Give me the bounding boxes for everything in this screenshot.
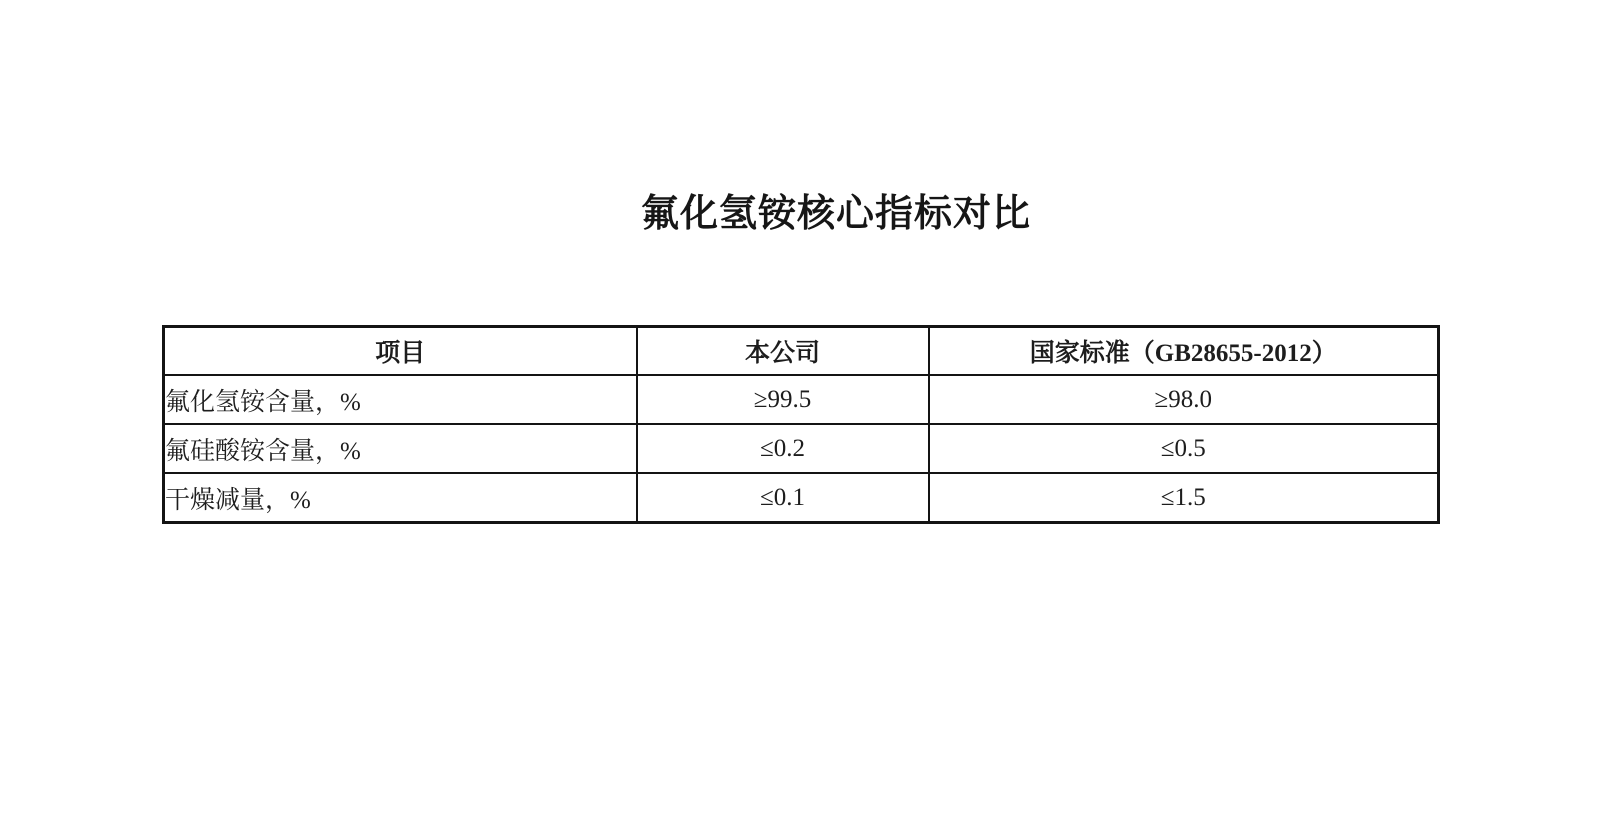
row-company-value: ≤0.2	[637, 424, 929, 473]
table-header-row	[164, 327, 1439, 376]
page-title: 氟化氢铵核心指标对比	[640, 193, 1031, 235]
row-item-label: 氟化氢铵含量，%	[164, 375, 637, 424]
row-standard-value: ≥98.0	[929, 375, 1439, 424]
column-header-national-standard: 国家标准（GB28655-2012）	[929, 327, 1439, 376]
column-header-company: 本公司	[637, 327, 929, 376]
table-row	[164, 424, 1439, 473]
column-header-item: 项目	[164, 327, 637, 376]
table-row	[164, 473, 1439, 523]
row-standard-value: ≤1.5	[929, 473, 1439, 523]
row-item-label: 氟硅酸铵含量，%	[164, 424, 637, 473]
table-row	[164, 375, 1439, 424]
row-company-value: ≥99.5	[637, 375, 929, 424]
comparison-table	[162, 325, 1440, 524]
row-standard-value: ≤0.5	[929, 424, 1439, 473]
row-item-label: 干燥减量，%	[164, 473, 637, 523]
row-company-value: ≤0.1	[637, 473, 929, 523]
